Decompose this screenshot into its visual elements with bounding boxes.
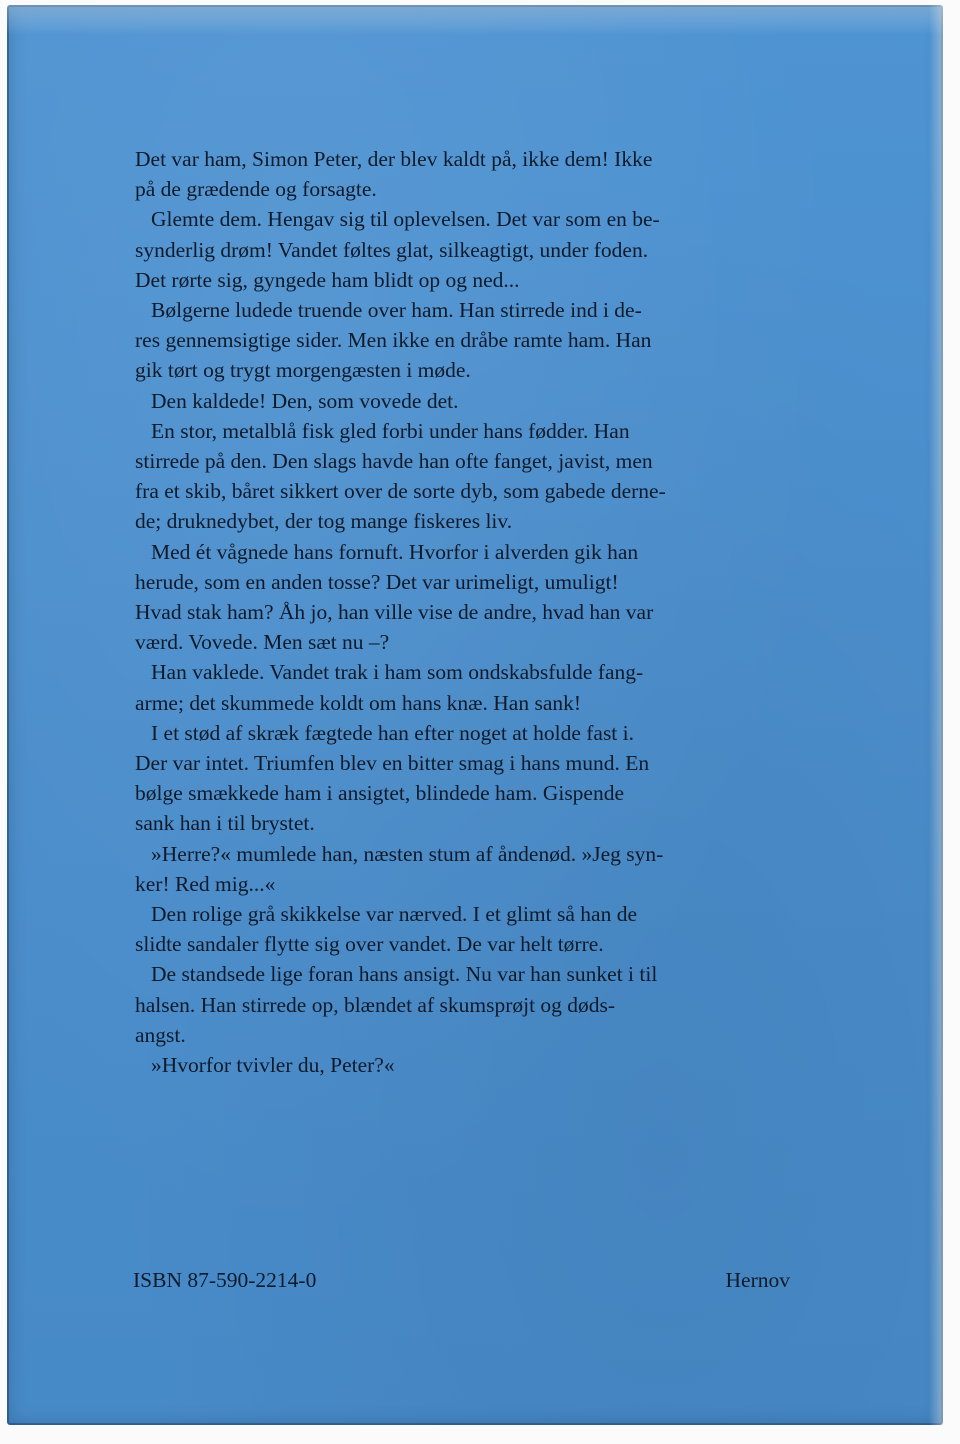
paragraph: En stor, metalblå fisk gled forbi under hans fødder. Han stirrede på den. Den slags havde han ofte fanget, javist, men fra et skib, båret sikkert over de sorte dyb, som gabede derne- de; druknedybet, der tog mange fiskeres liv. (135, 418, 666, 534)
paragraph: De standsede lige foran hans ansigt. Nu var han sunket i til halsen. Han stirrede op, blændet af skumsprøjt og døds- angst. (135, 962, 658, 1047)
paragraph: »Herre?« mumlede han, næsten stum af åndenød. »Jeg syn- ker! Red mig...« (135, 841, 664, 896)
paragraph: Den kaldede! Den, som vovede det. (151, 388, 459, 413)
cover-wear-top (7, 5, 943, 35)
paragraph: Med ét vågnede hans fornuft. Hvorfor i alverden gik han herude, som en anden tosse? Det var urimeligt, umuligt! Hvad stak ham? Åh jo, han ville vise de andre, hvad han var værd. Vovede. Men sæt nu –? (135, 539, 654, 655)
paragraph: Glemte dem. Hengav sig til oplevelsen. Det var som en be- synderlig drøm! Vandet føltes glat, silkeagtigt, under foden. Det rørte sig, gyngede ham blidt op og ned... (135, 207, 660, 292)
paragraph: I et stød af skræk fægtede han efter noget at holde fast i. Der var intet. Triumfen blev en bitter smag i hans mund. En bølge smækkede ham i ansigtet, blindede ham. Gispende sank han i til brystet. (135, 720, 650, 836)
cover-wear-right (929, 5, 943, 1425)
isbn-label: ISBN 87-590-2214-0 (133, 1268, 317, 1292)
paragraph: Det var ham, Simon Peter, der blev kaldt på, ikke dem! Ikke på de grædende og forsagte. (135, 147, 653, 202)
paragraph: Han vaklede. Vandet trak i ham som ondskabsfulde fang- arme; det skummede koldt om hans knæ. Han sank! (135, 660, 644, 715)
paragraph: Bølgerne ludede truende over ham. Han stirrede ind i de- res gennemsigtige sider. Men ikke en dråbe ramte ham. Han gik tørt og trygt morgengæsten i møde. (135, 298, 652, 383)
cover-footer (133, 1268, 790, 1293)
blurb-text (135, 144, 790, 1080)
paragraph: »Hvorfor tvivler du, Peter?« (151, 1053, 395, 1078)
publisher-name: Hernov (725, 1268, 790, 1292)
paragraph: Den rolige grå skikkelse var nærved. I et glimt så han de slidte sandaler flytte sig over vandet. De var helt tørre. (135, 902, 637, 957)
